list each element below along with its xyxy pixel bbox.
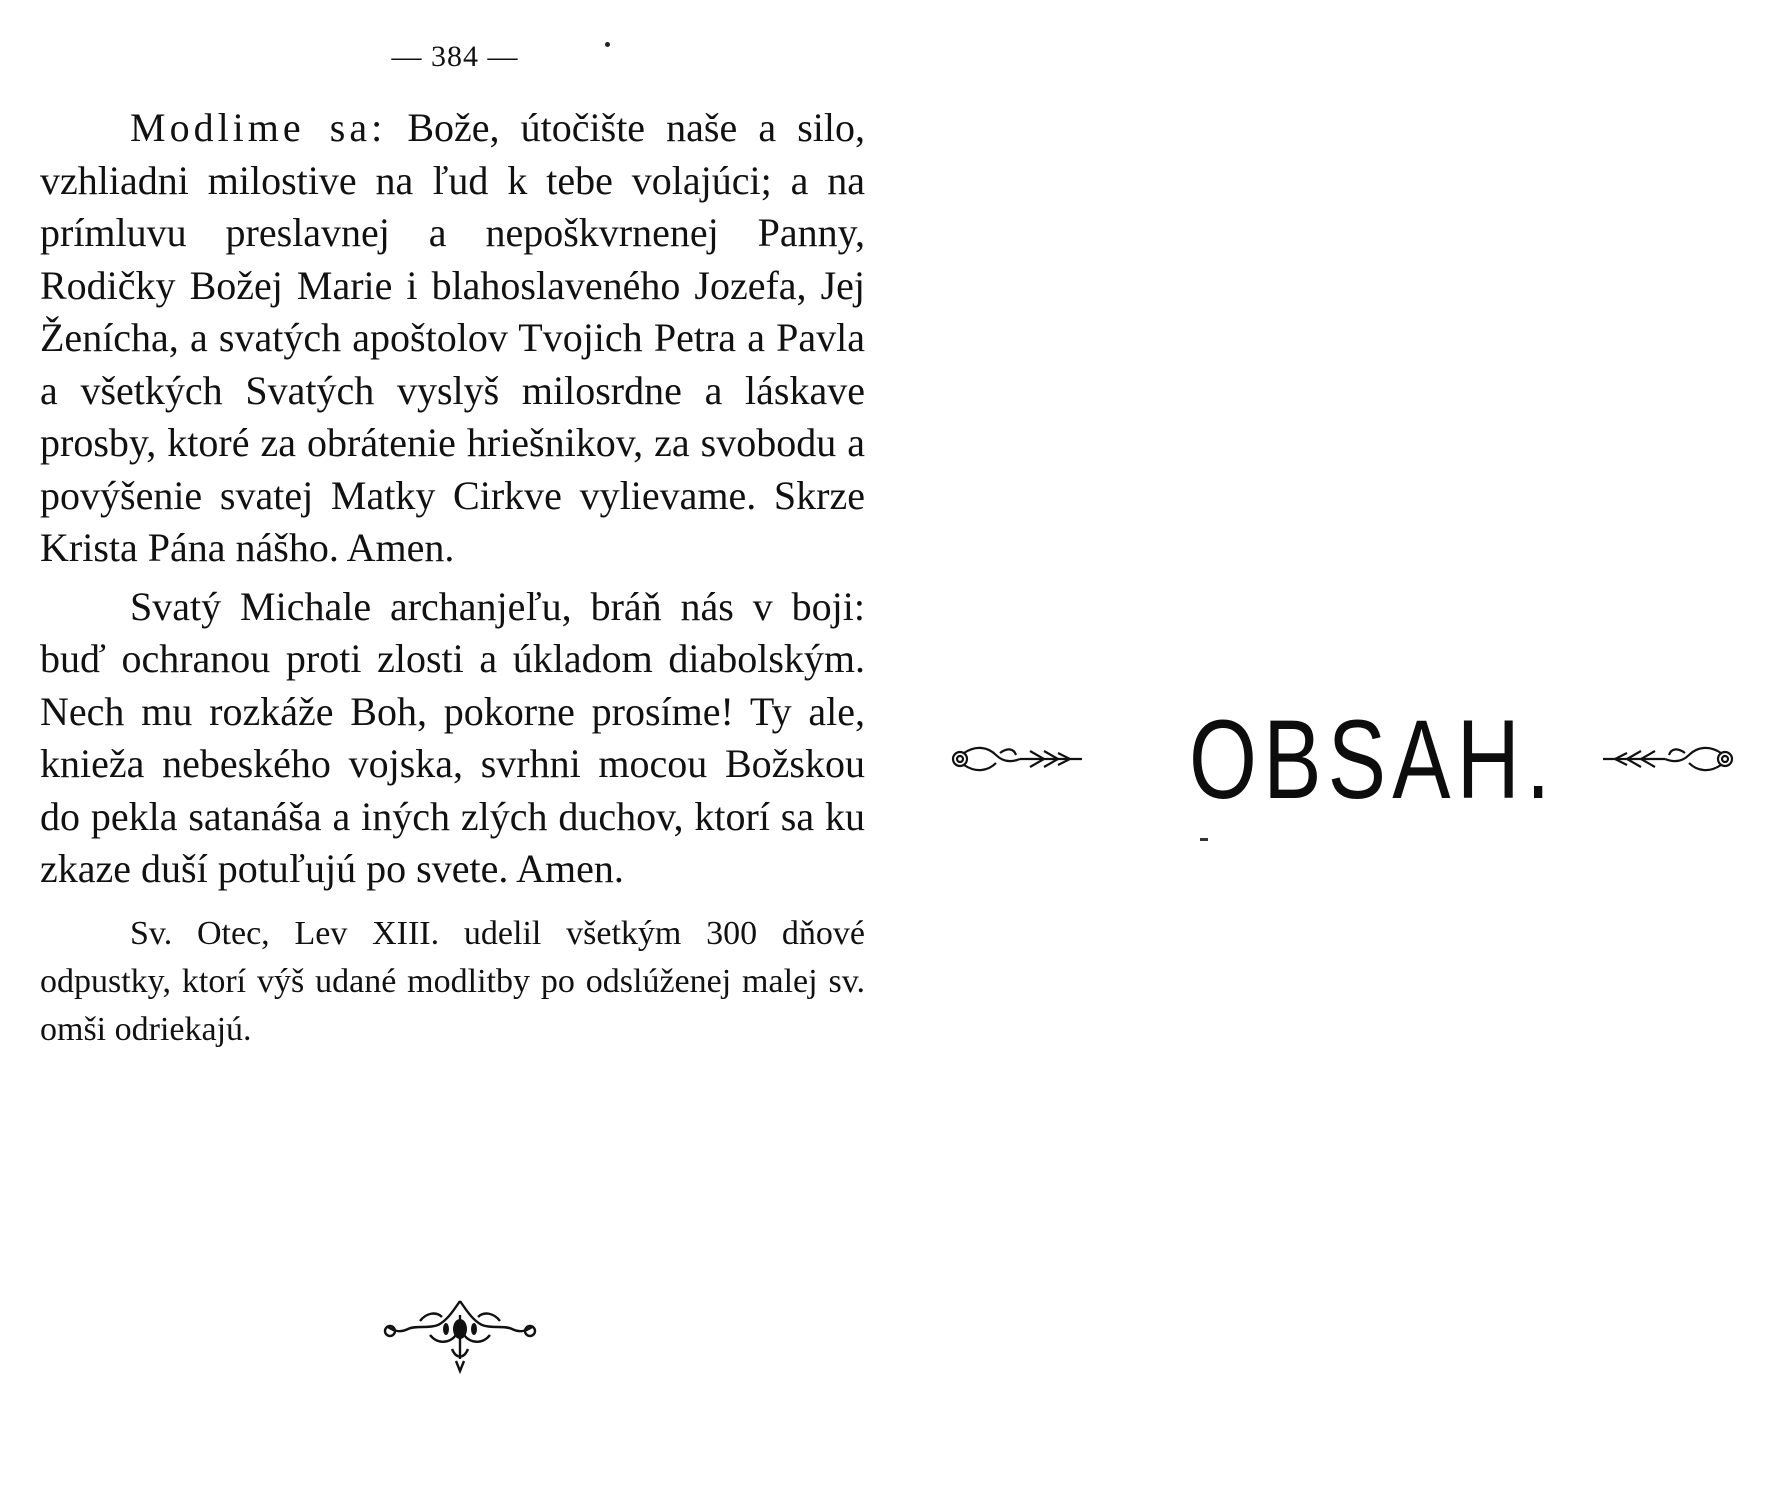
contents-title: OBSAH. xyxy=(1189,697,1557,822)
left-flourish-icon xyxy=(950,733,1090,783)
left-page xyxy=(40,30,870,1470)
indulgence-note xyxy=(40,910,865,1054)
ink-speck xyxy=(605,42,610,47)
first-prayer-paragraph xyxy=(40,102,865,575)
first-prayer-body: Bože, útočište naše a silo, vzhliadni milostive na ľud k tebe volajúci; a na prímluvu preslavnej a nepoškvrnenej Panny, Rodičky Božej Marie i blahoslaveného Jozefa, Jej Ženícha, a svatých apoštolov Tvojich Petra a Pavla a všetkých Svatých vyslyš milosrdne a láskave prosby, ktoré za obrátenie hriešnikov, za svobodu a povýšenie svatej Matky Cirkve vylievame. Skrze Krista Pána nášho. Amen. xyxy=(40,105,866,570)
prayer-text-block xyxy=(40,102,865,1054)
indulgence-note-text: Sv. Otec, Lev XIII. udelil všetkým 300 dňové odpustky, ktorí výš udané modlitby po odslúženej malej sv. omši odriekajú. xyxy=(40,914,865,1048)
stray-mark xyxy=(1200,838,1208,841)
page-number: — 384 — xyxy=(391,40,519,73)
second-prayer-paragraph: Svatý Michale archanjeľu, bráň nás v boji: buď ochranou proti zlosti a úkladom diabolským. Nech mu rozkáže Boh, pokorne prosíme! Ty ale, knieža nebeského vojska, svrhni mocou Božskou do pekla satanáša a iných zlých duchov, ktorí sa ku zkaze duší potuľujú po svete. Amen. xyxy=(40,583,865,891)
contents-heading-row xyxy=(950,695,1730,825)
prayer-lead: Modlime sa: xyxy=(130,105,387,150)
right-flourish-icon xyxy=(1595,733,1735,783)
right-page xyxy=(900,30,1760,1470)
tailpiece-ornament-icon xyxy=(380,1295,540,1375)
